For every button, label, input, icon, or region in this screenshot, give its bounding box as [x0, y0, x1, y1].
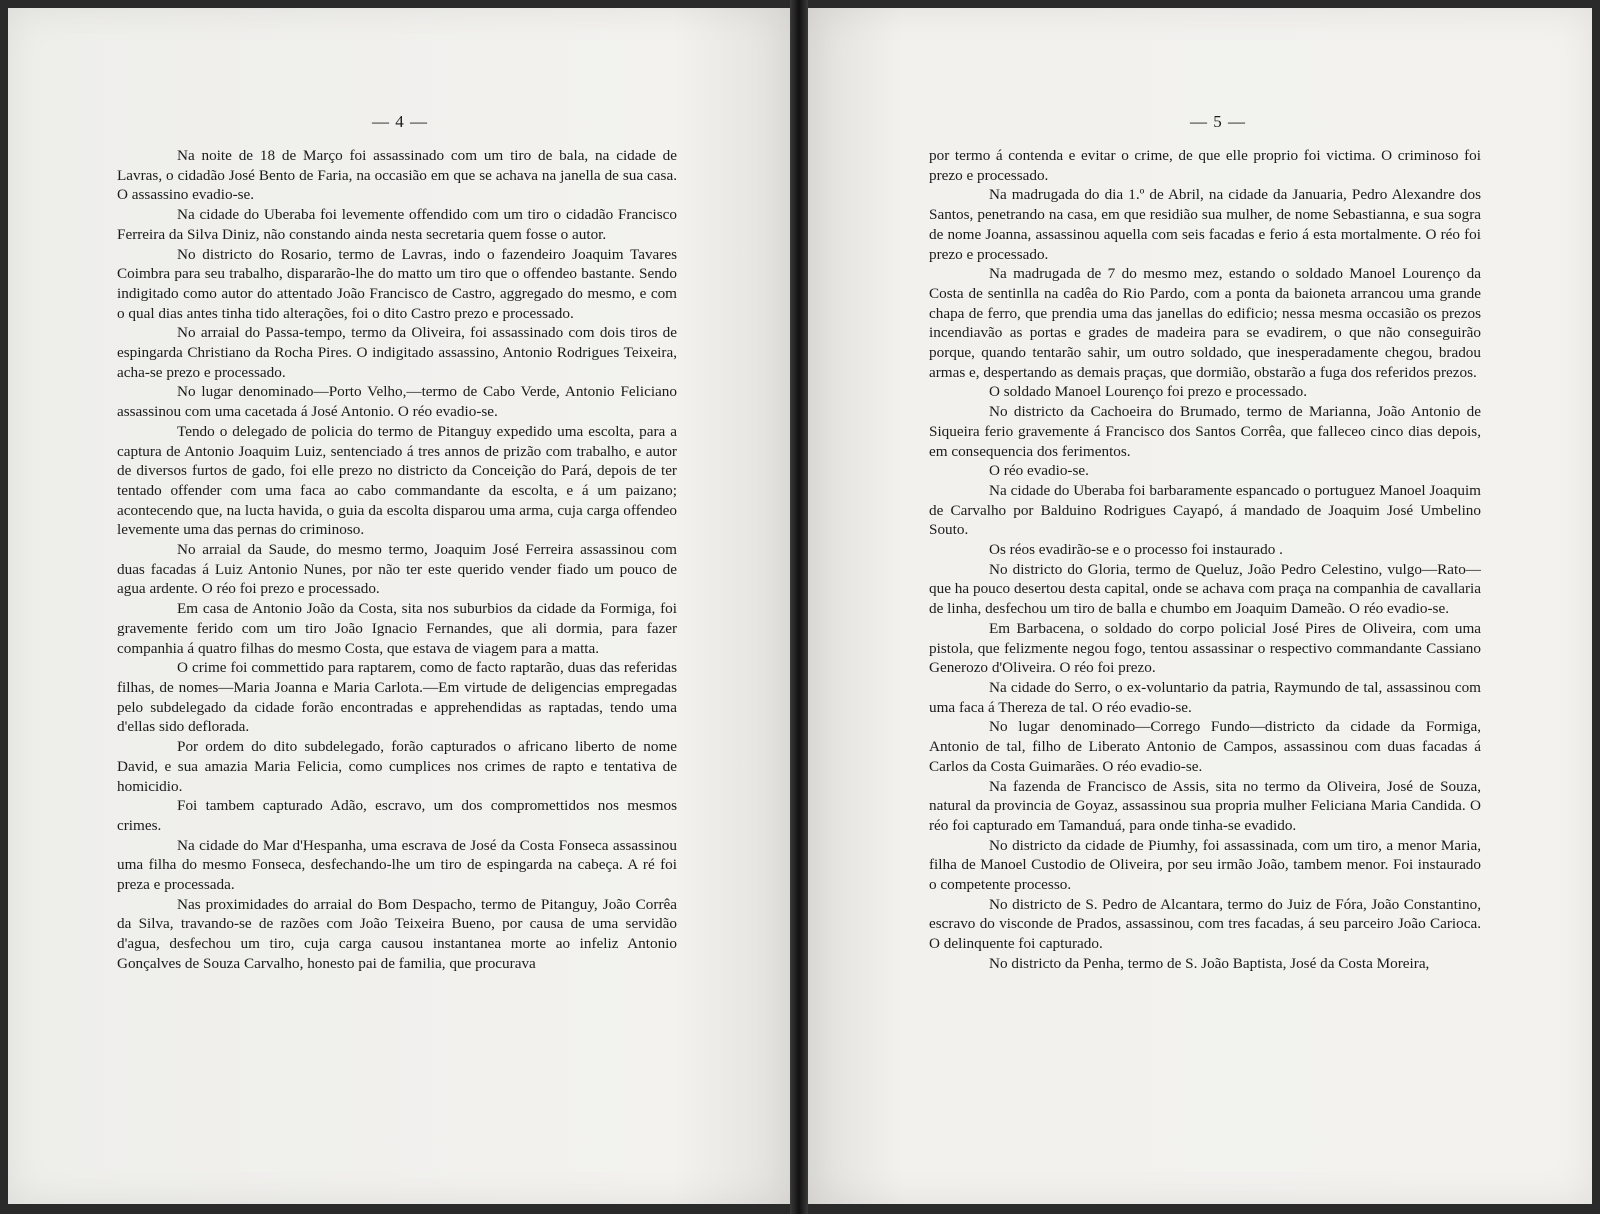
- paragraph: Tendo o delegado de policia do termo de Pitanguy expedido uma escolta, para a captura de Antonio Joaquim Luiz, sentenciado á tres annos de prizão com trabalho, e autor de diversos furtos de gado, foi elle prezo no districto da Conceição do Pará, depois de ter tentado offender com uma faca ao cabo commandante da escolta, e á um paizano; acontecendo que, na lucta havida, o guia da escolta disparou uma arma, cuja carga offendeo levemente uma das pernas do criminoso.: [117, 422, 677, 539]
- paragraph: O soldado Manoel Lourenço foi prezo e processado.: [989, 383, 1307, 401]
- paragraph: No districto da cidade de Piumhy, foi assassinada, com um tiro, a menor Maria, filha de Manoel Custodio de Oliveira, por seu irmão João, tambem menor. Foi instaurado o competente processo.: [929, 836, 1481, 894]
- paragraph: No districto de S. Pedro de Alcantara, termo do Juiz de Fóra, João Constantino, escravo do visconde de Prados, assassinou, com tres facadas, á seu parceiro João Carioca. O delinquente foi capturado.: [929, 895, 1481, 953]
- paragraph: Na noite de 18 de Março foi assassinado com um tiro de bala, na cidade de Lavras, o cidadão José Bento de Faria, na occasião em que se achava na janella de sua casa. O assassino evadio-se.: [117, 147, 677, 204]
- paragraph: Na cidade do Serro, o ex-voluntario da patria, Raymundo de tal, assassinou com uma faca á Thereza de tal. O réo evadio-se.: [929, 678, 1481, 716]
- paragraph: Nas proximidades do arraial do Bom Despacho, termo de Pitanguy, João Corrêa da Silva, travando-se de razões com João Teixeira Bueno, por causa de uma servidão d'agua, desfechou um tiro, cuja carga causou instantanea morte ao infeliz Antonio Gonçalves de Souza Carvalho, honesto pai de familia, que procurava: [117, 895, 677, 972]
- paragraph: No lugar denominado—Porto Velho,—termo de Cabo Verde, Antonio Feliciano assassinou com uma cacetada á José Antonio. O réo evadio-se.: [117, 383, 677, 421]
- paragraph: Em casa de Antonio João da Costa, sita nos suburbios da cidade da Formiga, foi gravemente ferido com um tiro João Ignacio Fernandes, que ali dormia, para fazer companhia á quatro filhas do mesmo Costa, que estava de viagem para a matta.: [117, 600, 677, 657]
- paragraph: No arraial da Saude, do mesmo termo, Joaquim José Ferreira assassinou com duas facadas á Luiz Antonio Nunes, por não ter este querido vender fiado um pouco de agua ardente. O réo foi prezo e processado.: [117, 541, 677, 598]
- paragraph: No arraial do Passa-tempo, termo da Oliveira, foi assassinado com dois tiros de espingarda Christiano da Rocha Pires. O indigitado assassino, Antonio Rodrigues Teixeira, acha-se prezo e processado.: [117, 324, 677, 381]
- paragraph: No districto do Gloria, termo de Queluz, João Pedro Celestino, vulgo—Rato—que ha pouco desertou desta capital, onde se achava com praça na companhia de cavallaria de linha, desfechou um tiro de balla e chumbo em Joaquim Dameão. O réo evadio-se.: [929, 560, 1481, 618]
- paragraph: Na cidade do Mar d'Hespanha, uma escrava de José da Costa Fonseca assassinou uma filha do mesmo Fonseca, desfechando-lhe um tiro de espingarda na cabeça. A ré foi preza e processada.: [117, 836, 677, 894]
- paragraph: No districto da Penha, termo de S. João Baptista, José da Costa Moreira,: [989, 954, 1430, 972]
- page-number-left: — 4 —: [372, 112, 428, 131]
- left-page-text: [117, 146, 677, 974]
- paragraph: No lugar denominado—Corrego Fundo—districto da cidade da Formiga, Antonio de tal, filho de Liberato Antonio de Campos, assassinou com duas facadas á Carlos da Costa Guimarães. O réo evadio-se.: [929, 718, 1481, 775]
- paragraph: Foi tambem capturado Adão, escravo, um dos compromettidos nos mesmos crimes.: [117, 797, 677, 834]
- paragraph: Na madrugada de 7 do mesmo mez, estando o soldado Manoel Lourenço da Costa de sentinlla na cadêa do Rio Pardo, com a ponta da baioneta arrancou uma grande chapa de ferro, que prendia uma das janellas do edificio; nessa mesma occasião os prezos incendiavão as portas e grades de madeira para se evadirem, o que não conseguirão porque, quando tentarão sahir, um outro soldado, que inesperadamente chegou, bradou armas e, despertando as demais praças, que dormião, obstarão a fuga dos referidos prezos.: [929, 265, 1481, 381]
- paragraph: O réo evadio-se.: [989, 462, 1089, 480]
- right-page-text: [929, 146, 1481, 974]
- paragraph: Os réos evadirão-se e o processo foi instaurado .: [989, 541, 1283, 559]
- paragraph: Em Barbacena, o soldado do corpo policial José Pires de Oliveira, com uma pistola, que felizmente negou fogo, tentou assassinar o respectivo commandante Cassiano Generozo d'Oliveira. O réo foi prezo.: [929, 619, 1481, 677]
- paragraph: Na madrugada do dia 1.º de Abril, na cidade da Januaria, Pedro Alexandre dos Santos, penetrando na casa, em que residião sua mulher, de nome Sebastianna, e sua sogra de nome Joanna, assassinou aquella com seis facadas e ferio á esta mortalmente. O réo foi prezo e processado.: [929, 186, 1481, 263]
- page-number-right: — 5 —: [1190, 112, 1246, 131]
- paragraph: por termo á contenda e evitar o crime, de que elle proprio foi victima. O criminoso foi prezo e processado.: [929, 147, 1481, 184]
- paragraph: Por ordem do dito subdelegado, forão capturados o africano liberto de nome David, e sua amazia Maria Felicia, como cumplices nos crimes de rapto e tentativa de homicidio.: [117, 738, 677, 795]
- paragraph: No districto da Cachoeira do Brumado, termo de Marianna, João Antonio de Siqueira ferio gravemente á Francisco dos Santos Corrêa, que falleceo cinco dias depois, em consequencia dos ferimentos.: [929, 403, 1481, 460]
- paragraph: O crime foi commettido para raptarem, como de facto raptarão, duas das referidas filhas, de nomes—Maria Joanna e Maria Carlota.—Em virtude de deligencias empregadas pelo subdelegado da cidade forão encontradas e apprehendidas as raptadas, tendo uma d'ellas sido deflorada.: [117, 659, 677, 736]
- book-gutter: [790, 0, 808, 1214]
- paragraph: Na fazenda de Francisco de Assis, sita no termo da Oliveira, José de Souza, natural da provincia de Goyaz, assassinou sua propria mulher Feliciana Maria Candida. O réo foi capturado em Tamanduá, para onde tinha-se evadido.: [929, 777, 1481, 834]
- paragraph: Na cidade do Uberaba foi barbaramente espancado o portuguez Manoel Joaquim de Carvalho por Balduino Rodrigues Cayapó, á mandado de Joaquim José Umbelino Souto.: [929, 481, 1481, 539]
- paragraph: Na cidade do Uberaba foi levemente offendido com um tiro o cidadão Francisco Ferreira da Silva Diniz, não constando ainda nesta secretaria quem fosse o autor.: [117, 206, 677, 243]
- paragraph: No districto do Rosario, termo de Lavras, indo o fazendeiro Joaquim Tavares Coimbra para seu trabalho, dispararão-lhe do matto um tiro que o offendeo bastante. Sendo indigitado como autor do attentado João Francisco de Castro, aggregado do mesmo, e com o qual dias antes tinha tido alterações, foi o dito Castro prezo e processado.: [117, 245, 677, 322]
